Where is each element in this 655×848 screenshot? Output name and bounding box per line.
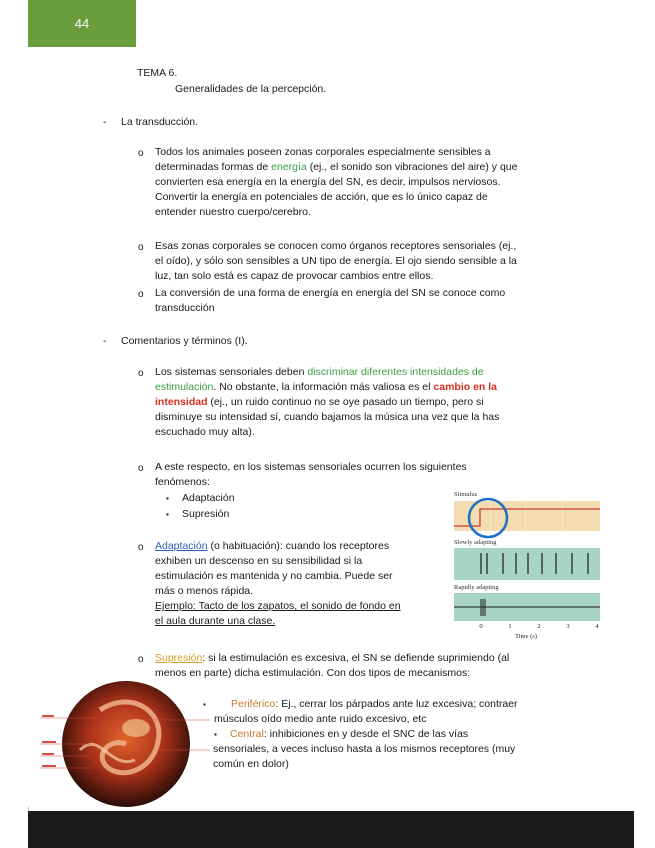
ossicle-shape: [122, 719, 150, 737]
bullet-circle-icon: o: [138, 654, 144, 665]
label-periferico: Periférico: [231, 698, 276, 710]
example-text: el aula durante una clase.: [155, 615, 276, 627]
ear-anatomy-illustration: [40, 680, 210, 808]
supresion-link[interactable]: Supresión: [155, 652, 203, 664]
bullet-circle-icon: o: [138, 289, 144, 300]
adaptation-figure: [448, 488, 606, 640]
bullet-square-icon: ▪: [166, 494, 169, 503]
page-number-badge: [28, 0, 136, 47]
page-title: Generalidades de la percepción.: [175, 83, 327, 95]
example-text: Ejemplo: Tacto de los zapatos, el sonido de fondo en: [155, 600, 401, 612]
paragraph-central: Central: inhibiciones en y desde el SNC de las vías sensoriales, a veces incluso hasta a los mismos receptores (muy común en dolor): [213, 728, 516, 770]
highlight-cambio: cambio en la: [433, 381, 498, 393]
topic-number: TEMA 6.: [137, 67, 178, 79]
bullet-circle-icon: o: [138, 368, 144, 379]
x-ticks: [479, 623, 599, 630]
highlight-intensidad: intensidad: [155, 396, 208, 408]
bullet-circle-icon: o: [138, 148, 144, 159]
slow-label: Slowly adapting: [454, 539, 497, 546]
x-tick: 0: [479, 623, 483, 630]
paragraph-supresion: Supresión: si la estimulación es excesiva, el SN se defiende suprimiendo (al menos en parte) dicha estimulación. Con dos tipos de mecanismos:: [155, 652, 510, 679]
section-heading-transduccion: La transducción.: [121, 116, 199, 128]
bullet-square-icon: ▪: [203, 700, 206, 709]
paragraph-receptores: Todos los animales poseen zonas corporales especialmente sensibles a determinadas formas de energía (ej., el sonido son vibraciones del aire) y que convierten esa energía en la energía del SN, es decir, impulsos nerviosos. Convertir la energía en potenciales de acción, que es lo único capaz de entender nuestro cuerpo/cerebro.: [155, 146, 518, 218]
slow-panel: [454, 548, 600, 580]
bullet-circle-icon: o: [138, 542, 144, 553]
paragraph-periferico: Periférico: Ej., cerrar los párpados ante luz excesiva; contraer músculos oído medio ante ruido excesivo, etc: [214, 698, 518, 725]
stimulus-label: Stimulus: [454, 491, 478, 498]
section-heading-comentarios: Comentarios y términos (I).: [121, 335, 248, 347]
adaptacion-link[interactable]: Adaptación: [155, 540, 208, 552]
x-tick: 4: [595, 623, 599, 630]
bullet-square-icon: ▪: [166, 510, 169, 519]
list-item-supresion: Supresión: [182, 508, 230, 520]
bullet-square-icon: ▪: [214, 730, 217, 739]
highlight-energia: energía: [271, 161, 307, 173]
paragraph-fenomenos: A este respecto, en los sistemas sensoriales ocurren los siguientes fenómenos:: [155, 461, 467, 488]
x-axis-label: Time (s): [515, 633, 537, 640]
paragraph-adaptacion: Adaptación (o habituación): cuando los receptores exhiben un descenso en su sensibilidad si la estimulación es mantenida y no cambia. Puede ser más o menos rápida. Ejemplo: Tacto de los zapatos, el sonido de fondo en el aula durante una clase.: [155, 539, 445, 629]
highlight-estimulacion: estimulación: [155, 381, 214, 393]
paragraph-organos: Esas zonas corporales se conocen como órganos receptores sensoriales (ej., el oído), y sólo son sensibles a UN tipo de energía. El ojo siendo sensible a la luz, tan solo está es capaz de provocar cambios entre ellos.: [155, 240, 517, 282]
section-marker: -: [103, 335, 107, 347]
paragraph-discriminar: Los sistemas sensoriales deben discriminar diferentes intensidades de estimulación. No obstante, la información más valiosa es el cambio en la intensidad (ej., un ruido continuo no se oye pasado un tiempo, pero si disminuye su intensidad sí, cuando bajamos la música una vez que la has escuchado muy alta).: [155, 366, 500, 438]
paragraph-transduccion: La conversión de una forma de energía en energía del SN se conoce como transducción: [155, 287, 506, 314]
rapid-label: Rapidly adapting: [454, 584, 499, 591]
label-central: Central: [230, 728, 264, 740]
x-tick: 1: [508, 623, 512, 630]
label-marks: [42, 715, 56, 767]
section-marker: -: [103, 116, 107, 128]
page-number: 44: [74, 16, 90, 31]
bullet-circle-icon: o: [138, 242, 144, 253]
highlight-discriminar: discriminar diferentes intensidades de: [307, 366, 484, 378]
footer-bar: [28, 811, 634, 848]
x-tick: 3: [566, 623, 570, 630]
x-tick: 2: [537, 623, 541, 630]
bullet-circle-icon: o: [138, 463, 144, 474]
list-item-adaptacion: Adaptación: [182, 492, 235, 504]
